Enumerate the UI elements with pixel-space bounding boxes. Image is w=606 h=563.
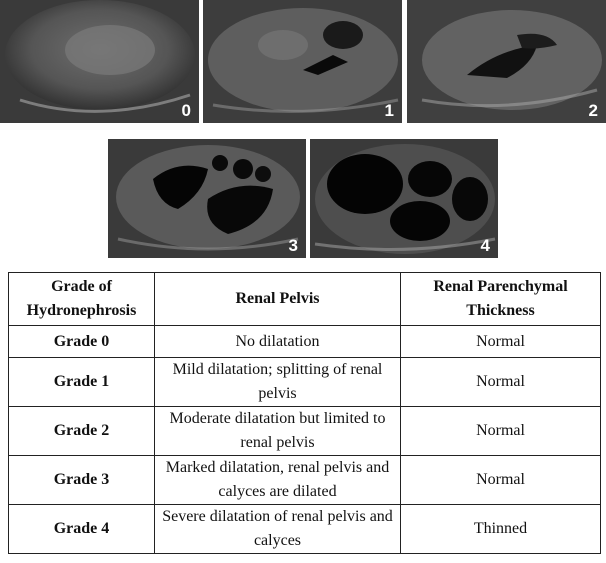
grade-cell: Grade 0 — [9, 326, 155, 358]
ultrasound-image-grade-4 — [310, 139, 498, 258]
panel-label: 3 — [288, 236, 298, 255]
grade-cell: Grade 2 — [9, 407, 155, 456]
renal-pelvis-cell: Severe dilatation of renal pelvis and calyces — [155, 505, 401, 554]
grade-cell: Grade 1 — [9, 358, 155, 407]
table-row — [9, 326, 601, 358]
ultrasound-kidney-grade-1 — [203, 0, 402, 123]
thickness-cell: Normal — [401, 358, 601, 407]
table-row — [9, 505, 601, 554]
column-header-renal-pelvis: Renal Pelvis — [155, 273, 401, 326]
ultrasound-kidney-grade-0 — [0, 0, 199, 123]
table-row — [9, 456, 601, 505]
ultrasound-image-grade-2 — [407, 0, 606, 123]
renal-pelvis-cell: Mild dilatation; splitting of renal pelvis — [155, 358, 401, 407]
ultrasound-kidney-grade-2 — [407, 0, 606, 123]
grade-cell: Grade 4 — [9, 505, 155, 554]
thickness-cell: Normal — [401, 326, 601, 358]
thickness-cell: Normal — [401, 407, 601, 456]
ultrasound-kidney-grade-3 — [108, 139, 306, 258]
panel-label: 0 — [181, 101, 191, 120]
table-header-row — [9, 273, 601, 326]
panel-label: 2 — [588, 101, 598, 120]
grade-cell: Grade 3 — [9, 456, 155, 505]
column-header-grade: Grade of Hydronephrosis — [9, 273, 155, 326]
thickness-cell: Thinned — [401, 505, 601, 554]
renal-pelvis-cell: Marked dilatation, renal pelvis and calyces are dilated — [155, 456, 401, 505]
panel-label: 4 — [480, 236, 490, 255]
table-row — [9, 358, 601, 407]
table-row — [9, 407, 601, 456]
renal-pelvis-cell: No dilatation — [155, 326, 401, 358]
column-header-parenchymal-thickness: Renal Parenchymal Thickness — [401, 273, 601, 326]
thickness-cell: Normal — [401, 456, 601, 505]
ultrasound-kidney-grade-4 — [310, 139, 498, 258]
hydronephrosis-grading-table — [8, 272, 601, 554]
renal-pelvis-cell: Moderate dilatation but limited to renal pelvis — [155, 407, 401, 456]
ultrasound-image-grade-3 — [108, 139, 306, 258]
ultrasound-image-grade-0 — [0, 0, 199, 123]
ultrasound-image-grade-1 — [203, 0, 402, 123]
panel-label: 1 — [384, 101, 394, 120]
